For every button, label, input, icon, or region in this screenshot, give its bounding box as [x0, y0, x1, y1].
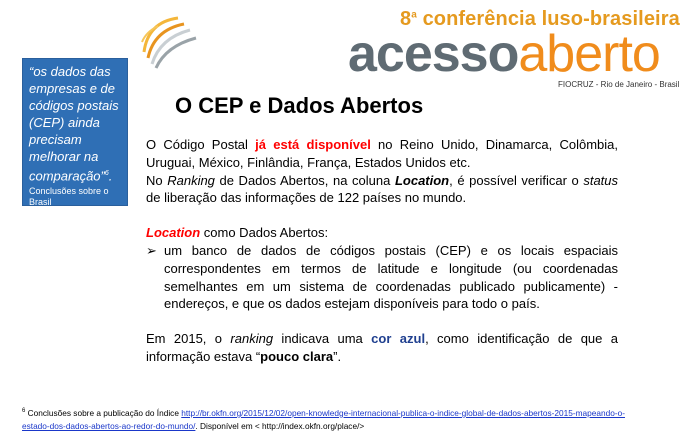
- quote-source: Conclusões sobre o Brasil: [29, 186, 109, 208]
- conference-logo: [138, 4, 680, 89]
- paragraph-availability: [146, 136, 618, 172]
- wordmark-acesso: acesso: [348, 25, 519, 83]
- text-span: O Código Postal: [146, 137, 256, 152]
- arrow-bullet-icon: ➢: [146, 242, 157, 258]
- footnote-available-at: . Disponível em < http://index.okfn.org/place/>: [195, 420, 365, 431]
- highlight-unclear: pouco clara: [260, 348, 334, 364]
- footnote: [22, 405, 627, 433]
- conference-name: conferência luso-brasileira: [416, 8, 680, 30]
- status-term: status: [583, 172, 619, 188]
- highlight-available: já está disponível: [255, 137, 371, 152]
- footnote-mark: 6: [22, 408, 26, 414]
- footnote-text: Conclusões sobre a publicação do Índice: [25, 407, 182, 418]
- conference-location: FIOCRUZ - Rio de Janeiro - Brasil: [558, 80, 680, 89]
- wordmark-aberto: aberto: [518, 25, 660, 83]
- quote-footnote-mark: 6: [104, 170, 109, 177]
- text-span: no Reino Unido, Dinamarca, Colômbia, Uruguai, México, Finlândia, França, Estados Unidos etc.: [146, 137, 619, 170]
- quote-body: “os dados das empresas e de códigos postais (CEP) ainda precisam melhorar na comparação”: [29, 64, 119, 184]
- ranking-term: Ranking: [167, 172, 215, 188]
- text-span: de Dados Abertos, na coluna: [214, 172, 395, 188]
- text-span: , é possível verificar o: [449, 172, 584, 188]
- logo-swirl-icon: [138, 12, 208, 72]
- page-title: O CEP e Dados Abertos: [175, 93, 424, 118]
- main-content: [146, 136, 618, 366]
- conference-number: 8: [400, 8, 412, 30]
- paragraph-location-heading: [146, 224, 618, 242]
- highlight-blue-color: cor azul: [371, 331, 426, 347]
- footnote-link[interactable]: http://br.okfn.org/2015/12/02/open-knowledge-internacional-publica-o-indice-global-de-dados-abertos-2015-mapeando-o-estado-dos-dados-abertos-ao-redor-do-mundo/: [22, 407, 625, 431]
- sidebar-quote-box: [22, 58, 128, 206]
- paragraph-2015-ranking: [146, 330, 618, 366]
- quote-period: .: [108, 168, 113, 184]
- text-span: indicava uma: [273, 331, 372, 347]
- text-span: ”.: [333, 348, 342, 364]
- text-span: como Dados Abertos:: [200, 225, 329, 241]
- paragraph-ranking: [146, 172, 618, 208]
- text-span: No: [146, 172, 168, 188]
- wordmark: [348, 24, 660, 84]
- text-span: de liberação das informações de 122 países no mundo.: [146, 190, 467, 206]
- ranking-term: ranking: [230, 331, 274, 347]
- bullet-text: um banco de dados de códigos postais (CEP) e os locais espaciais correspondentes em termos de latitude e longitude (ou coordenadas semelhantes em um sistema de coordenadas publicado publicamente) - endereços, e que os dados estejam disponíveis para todo o país.: [164, 242, 618, 312]
- text-span: Em 2015, o: [146, 331, 231, 347]
- text-span: , como identificação de que a informação estava “: [146, 331, 618, 364]
- quote-text: [29, 63, 121, 184]
- list-item: [146, 242, 618, 313]
- location-term: Location: [394, 172, 450, 188]
- conference-ordinal: a: [411, 9, 417, 21]
- location-red-term: Location: [146, 225, 201, 241]
